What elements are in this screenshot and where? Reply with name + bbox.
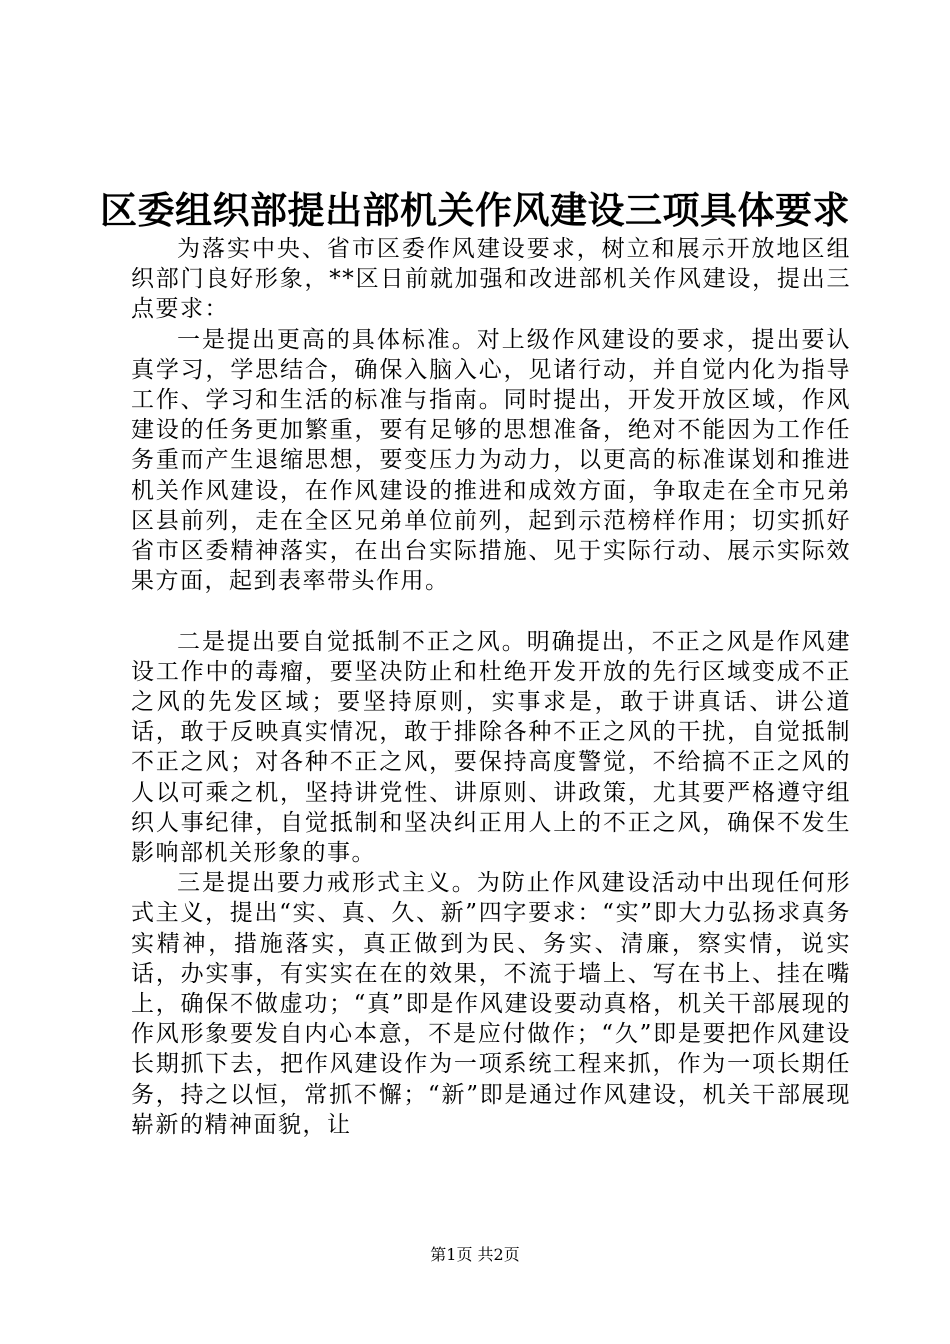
page-number-footer: 第1页 共2页 [430, 1245, 520, 1264]
paragraph-requirement-two: 二是提出要自觉抵制不正之风。明确提出，不正之风是作风建设工作中的毒瘤，要坚决防止和杜绝开发开放的先行区域变成不正之风的先发区域；要坚持原则，实事求是，敢于讲真话、讲公道话，敢于反映真实情况，敢于排除各种不正之风的干扰，自觉抵制不正之风；对各种不正之风，要保持高度警觉，不给搞不正之风的人以可乘之机，坚持讲党性、讲原则、讲政策，尤其要严格遵守组织人事纪律，自觉抵制和坚决纠正用人上的不正之风，确保不发生影响部机关形象的事。 [131, 628, 851, 867]
paragraph-requirement-one: 一是提出更高的具体标准。对上级作风建设的要求，提出要认真学习，学思结合，确保入脑入心，见诸行动，并自觉内化为指导工作、学习和生活的标准与指南。同时提出，开发开放区域，作风建设的任务更加繁重，要有足够的思想准备，绝对不能因为工作任务重而产生退缩思想，要变压力为动力，以更高的标准谋划和推进机关作风建设，在作风建设的推进和成效方面，争取走在全市兄弟区县前列，走在全区兄弟单位前列，起到示范榜样作用；切实抓好省市区委精神落实，在出台实际措施、见于实际行动、展示实际效果方面，起到表率带头作用。 [131, 326, 851, 595]
paragraph-requirement-three: 三是提出要力戒形式主义。为防止作风建设活动中出现任何形式主义，提出“实、真、久、新”四字要求：“实”即大力弘扬求真务实精神，措施落实，真正做到为民、务实、清廉，察实情，说实话，办实事，有实实在在的效果，不流于墙上、写在书上、挂在嘴上，确保不做虚功；“真”即是作风建设要动真格，机关干部展现的作风形象要发自内心本意，不是应付做作；“久”即是要把作风建设长期抓下去，把作风建设作为一项系统工程来抓，作为一项长期任务，持之以恒，常抓不懈；“新”即是通过作风建设，机关干部展现崭新的精神面貌，让 [131, 870, 851, 1138]
document-title: 区委组织部提出部机关作风建设三项具体要求 [100, 188, 850, 232]
document-body [131, 234, 851, 1140]
paragraph-intro: 为落实中央、省市区委作风建设要求，树立和展示开放地区组织部门良好形象，**区日前就加强和改进部机关作风建设，提出三点要求： [131, 236, 851, 323]
